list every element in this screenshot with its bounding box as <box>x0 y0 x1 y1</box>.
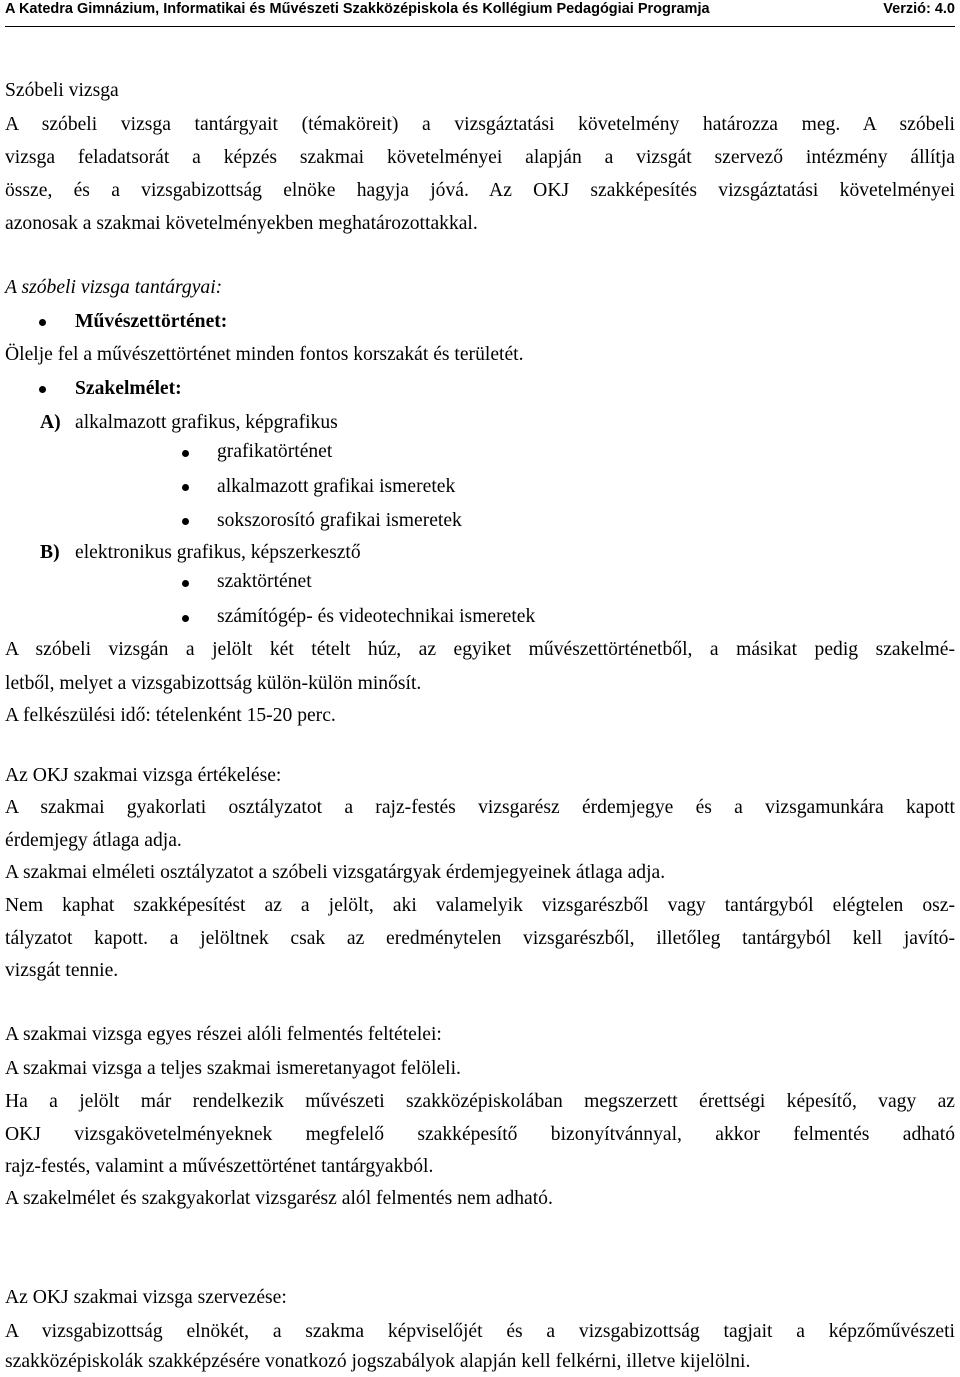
paragraph-line: tályzatot kapott. a jelöltnek csak az eredménytelen vizsgarészből, illetőleg tantárgyból kell javító- <box>5 928 955 949</box>
paragraph-line: vizsgát tennie. <box>5 960 119 981</box>
paragraph-line: azonosak a szakmai követelményekben meghatározottakkal. <box>5 213 478 234</box>
list-item: szaktörténet <box>217 571 312 592</box>
theory-label: Szakelmélet: <box>75 378 182 399</box>
paragraph-line: OKJ vizsgakövetelményeknek megfelelő szakképesítő bizonyítvánnyal, akkor felmentés adható <box>5 1124 955 1145</box>
paragraph-line: A szakmai vizsga a teljes szakmai ismeretanyagot felöleli. <box>5 1058 461 1079</box>
paragraph-line: vizsga feladatsorát a képzés szakmai követelményei alapján a vizsgát szervező intézmény állítja <box>5 147 955 168</box>
paragraph-line: letből, melyet a vizsgabizottság külön-külön minősít. <box>5 673 422 694</box>
bullet-icon <box>182 580 189 587</box>
subjects-heading: A szóbeli vizsga tantárgyai: <box>5 277 223 298</box>
paragraph-line: A felkészülési idő: tételenként 15-20 perc. <box>5 705 336 726</box>
header-version: Verzió: 4.0 <box>883 1 955 17</box>
paragraph-line: össze, és a vizsgabizottság elnöke hagyja jóvá. Az OKJ szakképesítés vizsgáztatási követelményei <box>5 180 955 201</box>
list-item: grafikatörténet <box>217 441 333 462</box>
page-header <box>5 1 955 25</box>
bullet-icon <box>182 518 189 525</box>
art-history-label: Művészettörténet: <box>75 311 228 332</box>
list-item: alkalmazott grafikai ismeretek <box>217 476 456 497</box>
section-heading-evaluation: Az OKJ szakmai vizsga értékelése: <box>5 765 282 786</box>
section-heading-exemption: A szakmai vizsga egyes részei alóli felmentés feltételei: <box>5 1024 442 1045</box>
bullet-icon <box>182 615 189 622</box>
paragraph-line: A szakelmélet és szakgyakorlat vizsgarész alól felmentés nem adható. <box>5 1188 553 1209</box>
bullet-icon <box>182 450 189 457</box>
header-title: A Katedra Gimnázium, Informatikai és Művészeti Szakközépiskola és Kollégium Pedagógiai Programja <box>5 1 710 17</box>
list-item: sokszorosító grafikai ismeretek <box>217 510 462 531</box>
paragraph-line: A vizsgabizottság elnökét, a szakma képviselőjét és a vizsgabizottság tagjait a képzőművészeti <box>5 1321 955 1342</box>
option-a-label: A) <box>40 412 61 433</box>
paragraph-line: A szakmai gyakorlati osztályzatot a rajz-festés vizsgarész érdemjegye és a vizsgamunkára kapott <box>5 797 955 818</box>
header-divider <box>5 26 955 27</box>
option-a-text: alkalmazott grafikus, képgrafikus <box>75 412 338 433</box>
paragraph-line: érdemjegy átlaga adja. <box>5 830 182 851</box>
paragraph-line: szakközépiskolák szakképzésére vonatkozó jogszabályok alapján kell felkérni, illetve kijelölni. <box>5 1351 751 1372</box>
bullet-icon <box>182 484 189 491</box>
paragraph-line: A szóbeli vizsgán a jelölt két tételt húz, az egyiket művészettörténetből, a másikat pedig szakelmé- <box>5 639 955 660</box>
option-b-label: B) <box>40 542 60 563</box>
art-history-text: Ölelje fel a művészettörténet minden fontos korszakát és területét. <box>5 344 524 365</box>
option-b-text: elektronikus grafikus, képszerkesztő <box>75 542 361 563</box>
bullet-icon <box>39 319 46 326</box>
paragraph-line: A szóbeli vizsga tantárgyait (témaköreit) a vizsgáztatási követelmény határozza meg. A szóbeli <box>5 114 955 135</box>
paragraph-line: Nem kaphat szakképesítést az a jelölt, aki valamelyik vizsgarészből vagy tantárgyból elégtelen osz- <box>5 895 955 916</box>
paragraph-line: A szakmai elméleti osztályzatot a szóbeli vizsgatárgyak érdemjegyeinek átlaga adja. <box>5 862 666 883</box>
section-heading-organization: Az OKJ szakmai vizsga szervezése: <box>5 1287 287 1308</box>
list-item: számítógép- és videotechnikai ismeretek <box>217 606 536 627</box>
section-heading-oral: Szóbeli vizsga <box>5 80 119 101</box>
bullet-icon <box>39 386 46 393</box>
paragraph-line: rajz-festés, valamint a művészettörténet tantárgyakból. <box>5 1156 434 1177</box>
paragraph-line: Ha a jelölt már rendelkezik művészeti szakközépiskolában megszerzett érettségi képesítő, vagy az <box>5 1091 955 1112</box>
